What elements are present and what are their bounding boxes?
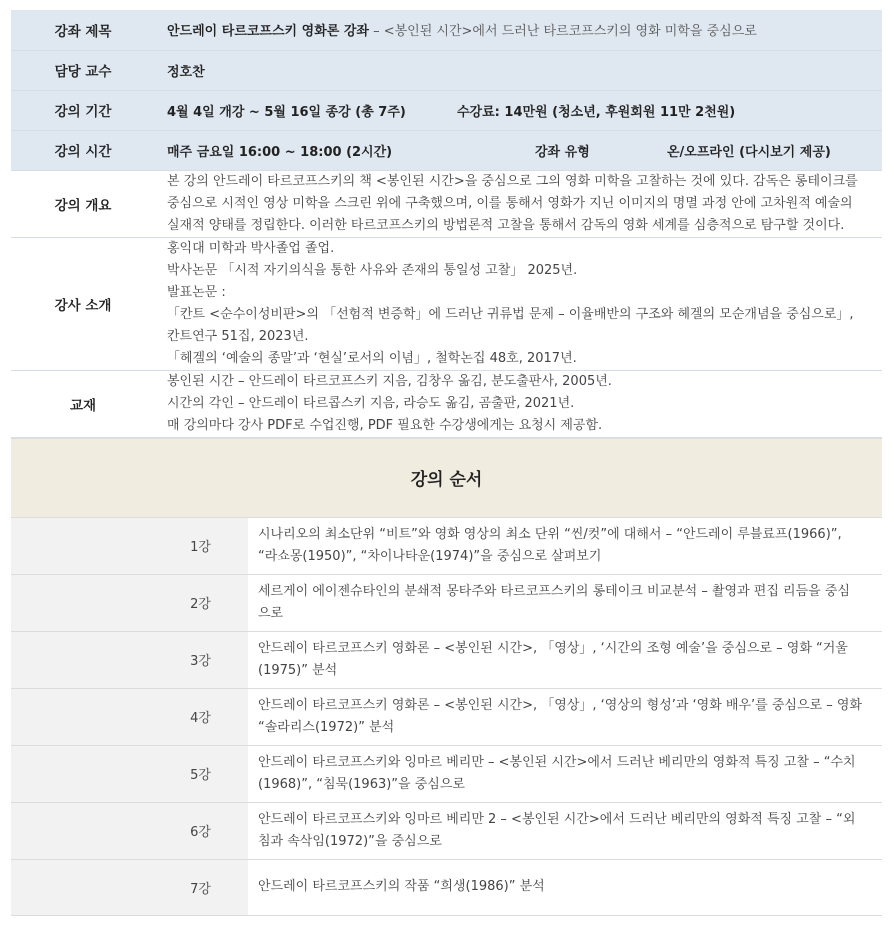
professor-name: 정호찬 bbox=[155, 50, 882, 90]
time-row bbox=[11, 130, 882, 170]
lesson-row bbox=[11, 574, 882, 631]
instructor-line: 박사논문 「시적 자기의식을 통한 사유와 존재의 통일성 고찰」 2025년. bbox=[167, 262, 578, 278]
professor-row bbox=[11, 50, 882, 90]
instructor-row bbox=[11, 237, 882, 370]
lesson-number: 7강 bbox=[11, 859, 248, 915]
lesson-description bbox=[248, 631, 882, 688]
lesson-description bbox=[248, 745, 882, 802]
period-label: 강의 기간 bbox=[11, 90, 155, 130]
overview-label: 강의 개요 bbox=[11, 170, 155, 237]
instructor-line: 「헤겔의 ‘예술의 종말’과 ‘현실’로서의 이념」, 철학논집 48호, 2017년. bbox=[167, 350, 577, 366]
textbook-label: 교재 bbox=[11, 370, 155, 437]
instructor-line: 발표논문 : bbox=[167, 284, 226, 300]
textbook-line: 매 강의마다 강사 PDF로 수업진행, PDF 필요한 수강생에게는 요청시 제공함. bbox=[167, 417, 603, 433]
lesson-line: (1968)”, “침묵(1963)”을 중심으로 bbox=[258, 776, 465, 792]
lesson-row bbox=[11, 688, 882, 745]
lesson-row bbox=[11, 631, 882, 688]
course-title-row bbox=[11, 10, 882, 50]
lesson-number: 6강 bbox=[11, 802, 248, 859]
lesson-number: 4강 bbox=[11, 688, 248, 745]
lesson-line: 안드레이 타르코프스키와 잉마르 베리만 – <봉인된 시간>에서 드러난 베리만의 영화적 특징 고찰 – “수치 bbox=[258, 754, 856, 770]
lesson-description bbox=[248, 574, 882, 631]
instructor-line: 칸트연구 51집, 2023년. bbox=[167, 328, 309, 344]
lesson-line: “라쇼몽(1950)”, “차이나타운(1974)”을 중심으로 살펴보기 bbox=[258, 548, 602, 564]
lesson-line: 안드레이 타르코프스키 영화론 – <봉인된 시간>, 「영상」, ‘영상의 형성’과 ‘영화 배우’를 중심으로 – 영화 bbox=[258, 697, 862, 713]
lesson-number: 3강 bbox=[11, 631, 248, 688]
instructor-label: 강사 소개 bbox=[11, 237, 155, 370]
textbook-line: 시간의 각인 – 안드레이 타르콥스키 지음, 라승도 옮김, 곰출판, 2021년. bbox=[167, 395, 575, 411]
lesson-order-table bbox=[11, 518, 882, 916]
course-type-label: 강좌 유형 bbox=[535, 144, 590, 160]
lesson-row bbox=[11, 859, 882, 915]
course-title: 안드레이 타르코프스키 영화론 강좌 bbox=[167, 24, 369, 40]
course-title-label: 강좌 제목 bbox=[11, 10, 155, 50]
textbook-text bbox=[155, 370, 882, 437]
time-label: 강의 시간 bbox=[11, 130, 155, 170]
overview-line: 본 강의 안드레이 타르코프스키의 책 <봉인된 시간>을 중심으로 그의 영화 미학을 고찰하는 것에 있다. 감독은 롱테이크를 bbox=[167, 173, 858, 189]
course-fee: 수강료: 14만원 (청소년, 후원회원 11만 2천원) bbox=[457, 104, 736, 120]
lesson-number: 2강 bbox=[11, 574, 248, 631]
lesson-line: 시나리오의 최소단위 “비트”와 영화 영상의 최소 단위 “씬/컷”에 대해서 – “안드레이 루블료프(1966)”, bbox=[258, 526, 842, 542]
lesson-line: 안드레이 타르코프스키와 잉마르 베리만 2 – <봉인된 시간>에서 드러난 베리만의 영화적 특징 고찰 – “외 bbox=[258, 811, 856, 827]
course-subtitle: – <봉인된 시간>에서 드러난 타르코프스키의 영화 미학을 중심으로 bbox=[368, 24, 757, 40]
course-info-table bbox=[11, 10, 882, 438]
lesson-description bbox=[248, 859, 882, 915]
lesson-row bbox=[11, 802, 882, 859]
overview-line: 중심으로 시적인 영상 미학을 스크린 위에 구축했으며, 이를 통해서 영화가 지닌 이미지의 명멸 과정 안에 고차원적 예술의 bbox=[167, 195, 853, 211]
lesson-description bbox=[248, 688, 882, 745]
lesson-row bbox=[11, 745, 882, 802]
lesson-number: 1강 bbox=[11, 518, 248, 575]
instructor-text bbox=[155, 237, 882, 370]
course-type: 온/오프라인 (다시보기 제공) bbox=[667, 144, 831, 160]
lesson-line: 세르게이 에이젠슈타인의 분쇄적 몽타주와 타르코프스키의 롱테이크 비교분석 – 촬영과 편집 리듬을 중심 bbox=[258, 583, 850, 599]
course-time: 매주 금요일 16:00 ~ 18:00 (2시간) bbox=[167, 144, 393, 160]
lesson-number: 5강 bbox=[11, 745, 248, 802]
instructor-line: 「칸트 <순수이성비판>의 「선험적 변증학」에 드러난 귀류법 문제 – 이율배반의 구조와 헤겔의 모순개념을 중심으로」, bbox=[167, 306, 854, 322]
lesson-line: 안드레이 타르코프스키 영화론 – <봉인된 시간>, 「영상」, ‘시간의 조형 예술’을 중심으로 – 영화 “거울 bbox=[258, 640, 848, 656]
lesson-line: (1975)” 분석 bbox=[258, 662, 338, 678]
professor-label: 담당 교수 bbox=[11, 50, 155, 90]
lesson-line: 안드레이 타르코프스키의 작품 “희생(1986)” 분석 bbox=[258, 879, 545, 894]
period-row bbox=[11, 90, 882, 130]
course-detail bbox=[11, 10, 882, 916]
overview-text bbox=[155, 170, 882, 237]
textbook-line: 봉인된 시간 – 안드레이 타르코프스키 지음, 김창우 옮김, 분도출판사, 2005년. bbox=[167, 373, 612, 389]
lesson-line: 으로 bbox=[258, 605, 284, 621]
course-period: 4월 4일 개강 ~ 5월 16일 종강 (총 7주) bbox=[167, 104, 406, 120]
overview-line: 실재적 양태를 정립한다. 이러한 타르코프스키의 방법론적 고찰을 통해서 감독의 영화 세계를 심층적으로 탐구할 것이다. bbox=[167, 217, 845, 233]
lesson-order-title: 강의 순서 bbox=[11, 438, 882, 518]
lesson-description bbox=[248, 518, 882, 575]
lesson-description bbox=[248, 802, 882, 859]
lesson-line: “솔라리스(1972)” 분석 bbox=[258, 719, 395, 735]
overview-row bbox=[11, 170, 882, 237]
lesson-row bbox=[11, 518, 882, 575]
lesson-line: 침과 속삭임(1972)”을 중심으로 bbox=[258, 833, 442, 849]
textbook-row bbox=[11, 370, 882, 437]
instructor-line: 홍익대 미학과 박사졸업 졸업. bbox=[167, 240, 335, 256]
